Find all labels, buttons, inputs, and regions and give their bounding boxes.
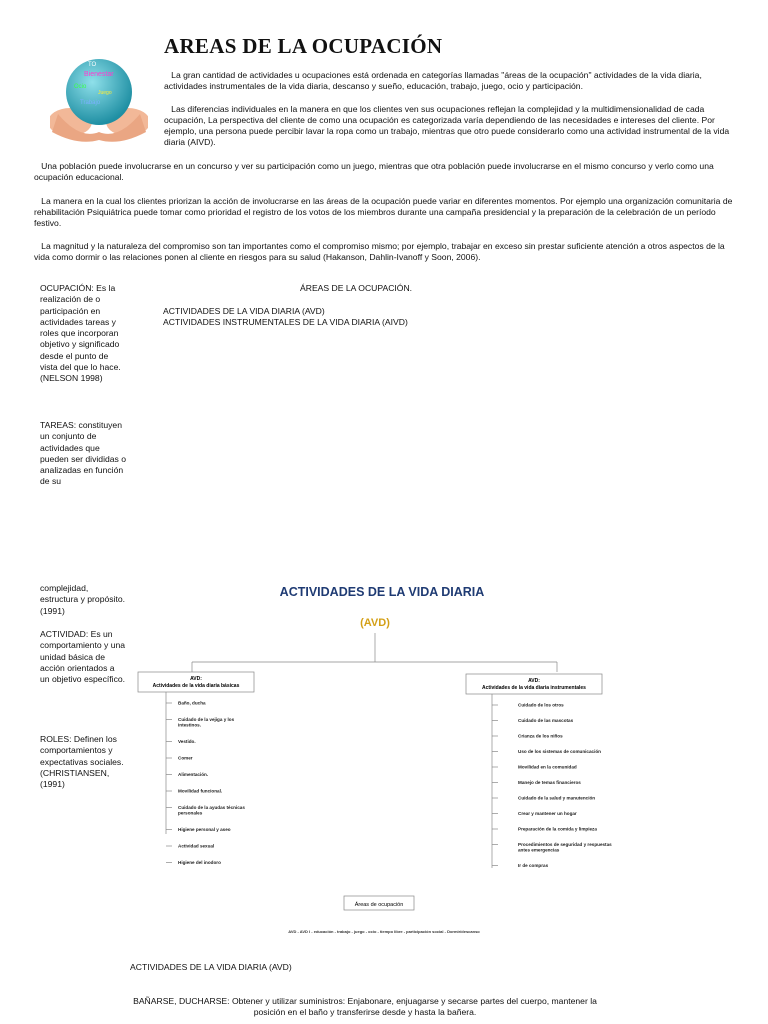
diagram-item: Higiene personal y aseo [178,827,231,832]
diagram-footer: AVD - AVD I - educación - trabajo - juego - ocio - tiempo libre - participación social - Dormir/descanso [288,929,480,934]
diagram-item: Baño, ducha [178,700,206,706]
list-item: ACTIVIDADES DE LA VIDA DIARIA (AVD) [163,306,325,316]
diagram-item: Uso de los sistemas de comunicación [518,749,601,754]
hands-holding-globe-icon [50,52,148,142]
diagram-subtitle: (AVD) [360,617,390,629]
list-item: ACTIVIDADES INSTRUMENTALES DE LA VIDA DIARIA (AIVD) [163,317,408,327]
definition-ocupacion: OCUPACIÓN: Es la realización de o participación en actividades tareas y roles que incorporan objetivo y significado desde el punto de vista del que lo hace. (NELSON 1998) [40,283,121,384]
diagram-item: Vestido. [178,739,196,744]
diagram-item: Higiene del inodoro [178,860,221,865]
page-title: AREAS DE LA OCUPACIÓN [164,34,443,58]
intro-paragraph: Las diferencias individuales en la manera en que los clientes ven sus ocupaciones reflejan la complejidad y la multidimensionalidad de cada ocupación, La perspectiva del cliente de como una ocupación es categorizada varía dependiendo de las necesidades e intereses del cliente. Por ejemplo, una persona puede percibir lavar la ropa como un trabajo, mientras que otro puede considerarlo como una actividad instrumental de la vida diaria (AIVD). [164,104,730,147]
diagram-item: Manejo de temas financieros [518,780,581,785]
definition-roles: ROLES: Definen los comportamientos y expectativas sociales. (CHRISTIANSEN, (1991) [40,734,124,790]
body-paragraph: Una población puede involucrarse en un concurso y ver su participación como un juego, mientras que otra población puede involucrarse en el mismo concurso y verlo como una ocupación educacional. [34,161,714,182]
areas-heading: ÁREAS DE LA OCUPACIÓN. [300,283,413,293]
diagram-item: Cuidado de las mascotas [518,718,574,723]
diagram-item: Ir de compras [518,863,549,868]
diagram-item: Movilidad en la comunidad [518,764,577,770]
areas-list [163,306,408,328]
bottom-box-label: Áreas de ocupación [354,902,404,908]
avd-diagram [132,578,632,948]
body-paragraph: La manera en la cual los clientes priorizan la acción de involucrarse en las áreas de la ocupación puede variar en diferentes momentos. Por ejemplo una organización comunitaria de rehabilitación Psiquiátrica puede tomar como prioridad el registro de los votos de los miembros durante una campaña presidencial y la preparación de la celebración de un período festivo. [34,196,733,228]
right-box-label: AVD: [528,678,540,684]
logo-word: Juego [98,90,112,96]
diagram-item: Preparación de la comida y limpieza [518,826,597,832]
banarse-definition: BAÑARSE, DUCHARSE: Obtener y utilizar suministros: Enjabonare, enjuagarse y secarse partes del cuerpo, mantener la posición en el baño y transferirse desde y hasta la bañera. [133,996,597,1017]
diagram-title: ACTIVIDADES DE LA VIDA DIARIA [279,585,485,599]
definition-tareas: TAREAS: constituyen un conjunto de actividades que pueden ser divididas o analizadas en función de su [40,420,126,487]
left-box-label: AVD: [190,676,202,682]
diagram-item: Procedimientos de seguridad y respuestas antes emergencias [518,842,612,853]
definition-tareas-continued: complejidad, estructura y propósito. (1991) [40,583,126,616]
body-paragraph: La magnitud y la naturaleza del compromiso son tan importantes como el compromiso mismo; por ejemplo, trabajar en exceso sin prestar suficiente atención a otros aspectos de la vida como dormir o las relaciones ponen al cliente en riesgos para su salud (Hakanson, Dahlin-Ivanoff y Soon, 2006). [34,241,725,262]
diagram-item: Cuidado de la ayudas técnicas personales [178,805,245,816]
diagram-item: Crear y mantener un hogar [518,811,577,816]
diagram-item: Cuidado de la vejiga y los intestinos. [178,717,235,728]
avd-caption: ACTIVIDADES DE LA VIDA DIARIA (AVD) [130,962,292,972]
logo-word: Ocio [74,84,87,90]
diagram-item: Movilidad funcional. [178,788,223,794]
diagram-item: Crianza de los niños [518,733,563,739]
diagram-item: Actividad sexual [178,843,215,849]
diagram-item: Cuidado de la salud y manutención [518,795,596,801]
diagram-item: Alimentación. [178,772,209,777]
right-box-label: Actividades de la vida diaria instrumentales [482,685,586,691]
diagram-item: Comer [178,755,193,761]
left-box-label: Actividades de la vida diaria básicas [152,683,240,689]
intro-paragraph: La gran cantidad de actividades u ocupaciones está ordenada en categorías llamadas "áreas de la ocupación" actividades de la vida diaria, actividades instrumentales de la vida diaria, descanso y sueño, educación, trabajo, juego, ocio y participación. [164,70,702,91]
logo-word: TO [88,62,97,68]
logo-word: Trabajo [80,100,101,106]
logo-word: Bienestar [84,71,114,78]
definition-actividad: ACTIVIDAD: Es un comportamiento y una unidad básica de acción orientados a un objetivo específico. [40,629,126,685]
diagram-item: Cuidado de los otros [518,702,564,708]
